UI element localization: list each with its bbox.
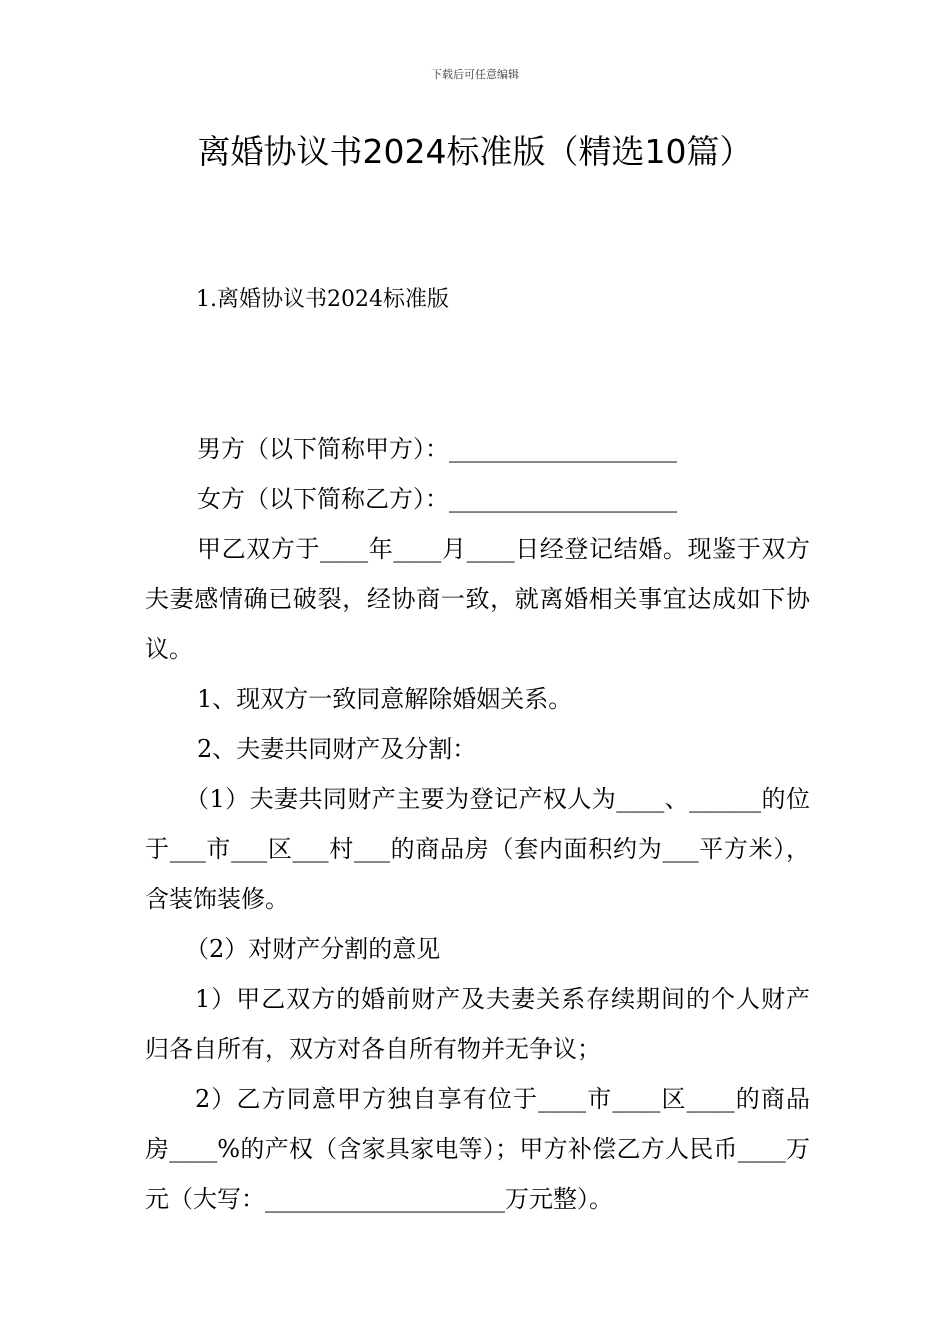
clause-2: 2、夫妻共同财产及分割： [197, 735, 477, 763]
document-body [145, 424, 810, 1224]
clause-2-item-1: （1）夫妻共同财产主要为登记产权人为____、______的位于___市___区___村___的商品房（套内面积约为___平方米），含装饰装修。 [145, 785, 810, 913]
clause-2-sub-1: 1）甲乙双方的婚前财产及夫妻关系存续期间的个人财产归各自所有，双方对各自所有物并无争议； [145, 985, 810, 1063]
party-b-line: 女方（以下简称乙方）：___________________ [197, 485, 677, 513]
party-a-line: 男方（以下简称甲方）：___________________ [197, 435, 677, 463]
marriage-paragraph: 甲乙双方于____年____月____日经登记结婚。现鉴于双方夫妻感情确已破裂，经协商一致，就离婚相关事宜达成如下协议。 [145, 535, 810, 663]
clause-2-sub-2: 2）乙方同意甲方独自享有位于____市____区____的商品房____%的产权（含家具家电等）；甲方补偿乙方人民币____万元（大写：____________________万元整）。 [145, 1085, 810, 1213]
clause-1: 1、现双方一致同意解除婚姻关系。 [197, 685, 573, 713]
clause-2-item-2: （2）对财产分割的意见 [185, 935, 441, 963]
section-heading: 1.离婚协议书2024标准版 [196, 287, 449, 312]
document-title: 离婚协议书2024标准版（精选10篇） [197, 132, 753, 171]
header-note: 下载后可任意编辑 [431, 68, 519, 81]
